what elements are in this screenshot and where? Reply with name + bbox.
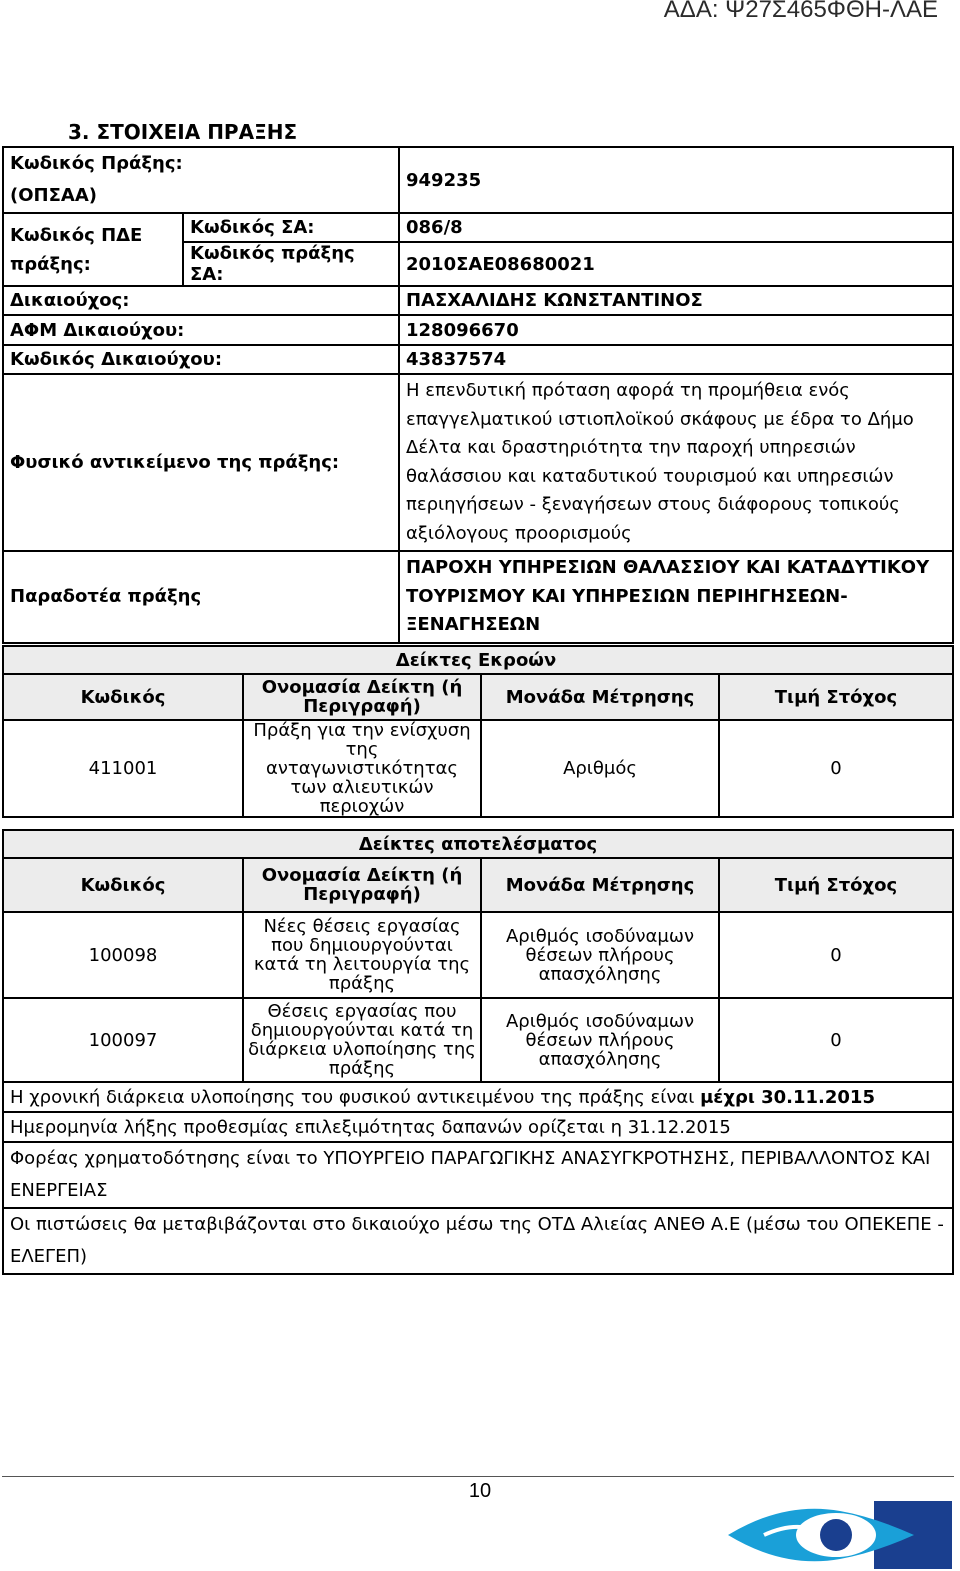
result-code: 100098 [3,912,243,998]
output-code: 411001 [3,720,243,817]
result-name: Νέες θέσεις εργασίας που δημιουργούνται κατά τη λειτουργία της πράξης [243,912,481,998]
afm-value: 128096670 [399,315,953,345]
result-unit: Αριθμός ισοδύναμων θέσεων πλήρους απασχόλησης [481,912,719,998]
output-name: Πράξη για την ενίσχυση της ανταγωνιστικότητας των αλιευτικών περιοχών [243,720,481,817]
duration-note: Η χρονική διάρκεια υλοποίησης του φυσικού αντικειμένου της πράξης είναι μέχρι 30.11.2015 [3,1082,953,1112]
deliverables-label: Παραδοτέα πράξης [3,551,399,643]
credits-note: Οι πιστώσεις θα μεταβιβάζονται στο δικαιούχο μέσω της ΟΤΔ Αλιείας ΑΝΕΘ Α.Ε (μέσω του ΟΠΕΚΕΠΕ - ΕΛΕΓΕΠ) [3,1208,953,1274]
output-unit: Αριθμός [481,720,719,817]
object-label: Φυσικό αντικείμενο της πράξης: [3,374,399,551]
result-indicators-table [2,829,954,1275]
output-indicators-table [2,645,954,818]
beneficiary-code-label: Κωδικός Δικαιούχου: [3,345,399,374]
result-unit: Αριθμός ισοδύναμων θέσεων πλήρους απασχόλησης [481,998,719,1082]
output-indicators-title: Δείκτες Εκροών [3,646,953,674]
eye-logo-icon [724,1501,952,1569]
table-row [3,998,953,1082]
result-name: Θέσεις εργασίας που δημιουργούνται κατά τη διάρκεια υλοποίησης της πράξης [243,998,481,1082]
object-value: Η επενδυτική πρόταση αφορά τη προμήθεια ενός επαγγελματικού ιστιοπλοϊκού σκάφους με έδρα το Δήμο Δέλτα και δραστηριότητα την παροχή υπηρεσιών θαλάσσιου και καταδυτικού τουρισμού και υπηρεσιών περιηγήσεων - ξεναγήσεων στους διάφορους τοπικούς αξιόλογους προορισμούς [399,374,953,551]
sa-praxis-value: 2010ΣΑΕ08680021 [399,242,953,286]
opsaa-value: 949235 [399,147,953,213]
page-number: 10 [468,1480,492,1502]
table-row [3,720,953,817]
beneficiary-code-value: 43837574 [399,345,953,374]
result-header-unit: Μονάδα Μέτρησης [481,858,719,912]
output-header-target: Τιμή Στόχος [719,674,953,720]
result-indicators-title: Δείκτες αποτελέσματος [3,830,953,858]
sa-label: Κωδικός ΣΑ: [183,213,399,242]
beneficiary-value: ΠΑΣΧΑΛΙΔΗΣ ΚΩΝΣΤΑΝΤΙΝΟΣ [399,286,953,315]
funding-note: Φορέας χρηματοδότησης είναι το ΥΠΟΥΡΓΕΙΟ ΠΑΡΑΓΩΓΙΚΗΣ ΑΝΑΣΥΓΚΡΟΤΗΣΗΣ, ΠΕΡΙΒΑΛΛΟΝΤΟΣ ΚΑΙ ΕΝΕΡΓΕΙΑΣ [3,1142,953,1208]
section-title: 3. ΣΤΟΙΧΕΙΑ ΠΡΑΞΗΣ [68,120,298,144]
output-header-name: Ονομασία Δείκτη (ή Περιγραφή) [243,674,481,720]
result-target: 0 [719,998,953,1082]
afm-label: ΑΦΜ Δικαιούχου: [3,315,399,345]
footer-divider [2,1476,954,1477]
result-header-code: Κωδικός [3,858,243,912]
praxis-info-table [2,146,954,644]
output-header-unit: Μονάδα Μέτρησης [481,674,719,720]
output-target: 0 [719,720,953,817]
result-code: 100097 [3,998,243,1082]
result-header-name: Ονομασία Δείκτη (ή Περιγραφή) [243,858,481,912]
opsaa-label: Κωδικός Πράξης: (ΟΠΣΑΑ) [3,147,399,213]
deliverables-value: ΠΑΡΟΧΗ ΥΠΗΡΕΣΙΩΝ ΘΑΛΑΣΣΙΟΥ ΚΑΙ ΚΑΤΑΔΥΤΙΚΟΥ ΤΟΥΡΙΣΜΟΥ ΚΑΙ ΥΠΗΡΕΣΙΩΝ ΠΕΡΙΗΓΗΣΕΩΝ-ΞΕΝΑΓΗΣΕΩΝ [399,551,953,643]
output-header-code: Κωδικός [3,674,243,720]
sa-praxis-label: Κωδικός πράξης ΣΑ: [183,242,399,286]
beneficiary-label: Δικαιούχος: [3,286,399,315]
result-header-target: Τιμή Στόχος [719,858,953,912]
sa-value: 086/8 [399,213,953,242]
deadline-note: Ημερομηνία λήξης προθεσμίας επιλεξιμότητας δαπανών ορίζεται η 31.12.2015 [3,1112,953,1142]
pde-label: Κωδικός ΠΔΕ πράξης: [3,213,183,286]
result-target: 0 [719,912,953,998]
ada-code: ΑΔΑ: Ψ27Σ465ΦΘΗ-ΛΑΕ [663,0,938,23]
table-row [3,912,953,998]
